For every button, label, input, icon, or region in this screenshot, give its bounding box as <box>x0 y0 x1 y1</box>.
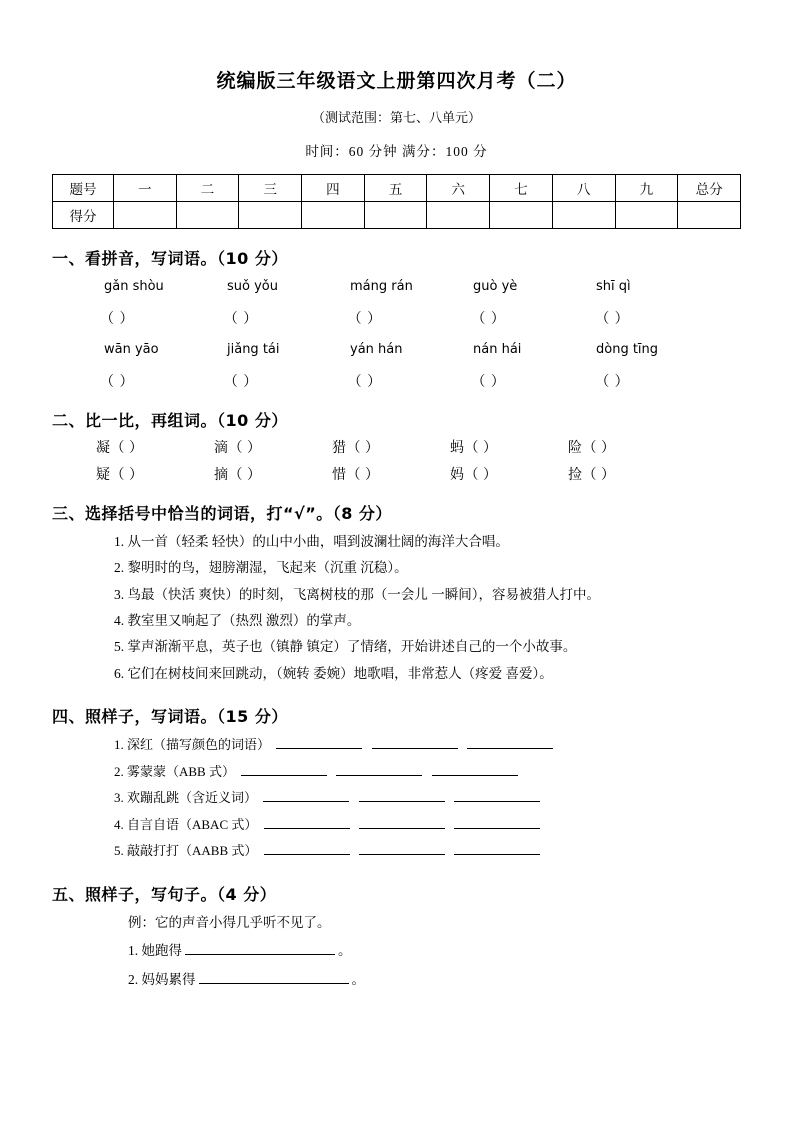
question-item[interactable]: 1. 从一首（轻柔 轻快）的山中小曲，唱到波澜壮阔的海洋大合唱。 <box>114 534 509 549</box>
question-item <box>114 785 741 812</box>
question-label: 5. 敲敲打打（AABB 式） <box>114 843 258 859</box>
answer-paren[interactable]: （ ） <box>223 312 259 327</box>
pinyin-row <box>52 342 741 357</box>
pinyin-item: gǎn shòu <box>104 279 164 294</box>
score-table-col-5: 五 <box>364 175 427 202</box>
score-table-col-1: 一 <box>114 175 177 202</box>
question-item[interactable]: 2. 黎明时的鸟，翅膀潮湿，飞起来（沉重 沉稳）。 <box>114 560 408 576</box>
answer-blank[interactable] <box>467 735 553 749</box>
score-cell[interactable] <box>615 202 678 229</box>
score-table-col-7: 七 <box>490 175 553 202</box>
score-cell[interactable] <box>302 202 365 229</box>
answer-paren[interactable]: （ ） <box>100 375 135 390</box>
question-item <box>114 759 741 786</box>
score-table-col-2: 二 <box>176 175 239 202</box>
answer-paren[interactable]: （ ） <box>595 312 630 327</box>
answer-blank[interactable] <box>432 762 518 776</box>
answer-blank[interactable] <box>185 941 335 955</box>
score-cell[interactable] <box>552 202 615 229</box>
section-2-heading: 二、比一比，再组词。（10 分） <box>52 411 288 430</box>
answer-blank[interactable] <box>276 735 362 749</box>
answer-paren[interactable]: （ ） <box>471 375 506 390</box>
question-label: 1. 深红（描写颜色的词语） <box>114 736 271 752</box>
answer-paren[interactable]: （ ） <box>347 375 383 390</box>
pinyin-item: guò yè <box>473 279 518 294</box>
answer-blank[interactable] <box>454 788 540 802</box>
question-item[interactable]: 6. 它们在树枝间来回跳动，（婉转 委婉）地歌唱，非常惹人（疼爱 喜爱）。 <box>114 665 553 681</box>
section-2-body <box>52 437 741 484</box>
question-item[interactable]: 5. 掌声渐渐平息，英子也（镇静 镇定）了情绪，开始讲述自己的一个小故事。 <box>114 639 577 655</box>
score-cell[interactable] <box>176 202 239 229</box>
section-1-heading: 一、看拼音，写词语。（10 分） <box>52 249 288 268</box>
answer-paren[interactable]: （ ） <box>223 375 259 390</box>
answer-paren[interactable]: （ ） <box>100 312 135 327</box>
table-row <box>53 175 741 202</box>
question-item <box>52 966 741 994</box>
compare-row <box>96 464 741 484</box>
score-table-row-head: 题号 <box>53 175 114 202</box>
score-cell[interactable] <box>239 202 302 229</box>
compare-item[interactable]: 凝（ ） <box>96 441 144 456</box>
question-label: 1. 她跑得 <box>128 943 182 959</box>
pinyin-item: máng rán <box>350 279 413 294</box>
section-4-heading: 四、照样子，写词语。（15 分） <box>52 706 288 726</box>
question-item[interactable]: 4. 教室里又响起了（热烈 激烈）的掌声。 <box>114 612 361 628</box>
score-cell[interactable] <box>427 202 490 229</box>
question-label: 4. 自言自语（ABAC 式） <box>114 816 258 832</box>
score-table-col-9: 九 <box>615 175 678 202</box>
compare-item[interactable]: 险（ ） <box>568 441 616 456</box>
test-scope: （测试范围：第七、八单元） <box>311 110 481 125</box>
score-table-col-6: 六 <box>427 175 490 202</box>
section-4-body <box>52 732 741 865</box>
compare-item[interactable]: 疑（ ） <box>96 468 144 483</box>
answer-paren[interactable]: （ ） <box>471 312 506 327</box>
answer-blank[interactable] <box>359 788 445 802</box>
score-table-col-8: 八 <box>552 175 615 202</box>
answer-blank[interactable] <box>359 841 445 855</box>
sentence-period: 。 <box>351 971 365 987</box>
pinyin-item: dòng tīng <box>596 342 659 357</box>
section-3-heading: 三、选择括号中恰当的词语，打“√”。（8 分） <box>52 504 392 523</box>
answer-blank[interactable] <box>359 815 445 829</box>
score-cell[interactable] <box>490 202 553 229</box>
pinyin-item: shī qì <box>596 279 631 294</box>
compare-item[interactable]: 妈（ ） <box>450 468 498 483</box>
question-label: 2. 雾蒙蒙（ABB 式） <box>114 763 235 779</box>
score-table-col-total: 总分 <box>678 175 741 202</box>
pinyin-item: suǒ yǒu <box>227 279 278 294</box>
compare-item[interactable]: 捡（ ） <box>568 468 616 483</box>
answer-blank[interactable] <box>263 788 349 802</box>
score-cell[interactable] <box>114 202 177 229</box>
answer-blank[interactable] <box>199 970 349 984</box>
question-item <box>114 732 741 759</box>
page-title: 统编版三年级语文上册第四次月考（二） <box>216 70 577 92</box>
compare-row <box>96 437 741 457</box>
compare-item[interactable]: 蚂（ ） <box>450 441 498 456</box>
answer-blank[interactable] <box>264 841 350 855</box>
compare-item[interactable]: 猎（ ） <box>332 441 380 456</box>
score-table-row-score: 得分 <box>53 202 114 229</box>
score-cell[interactable] <box>678 202 741 229</box>
exam-info: 时间：60 分钟 满分：100 分 <box>305 144 488 159</box>
pinyin-item: yán hán <box>350 342 403 357</box>
section-1-body <box>52 279 741 391</box>
compare-item[interactable]: 滴（ ） <box>214 441 262 456</box>
pinyin-item: jiǎng tái <box>227 342 280 357</box>
answer-paren-row <box>52 308 741 328</box>
question-item <box>114 812 741 839</box>
question-label: 2. 妈妈累得 <box>128 971 196 987</box>
score-table-col-4: 四 <box>302 175 365 202</box>
pinyin-row <box>52 279 741 294</box>
answer-blank[interactable] <box>241 762 327 776</box>
answer-blank[interactable] <box>264 815 350 829</box>
question-item <box>114 838 741 865</box>
answer-blank[interactable] <box>336 762 422 776</box>
question-item[interactable]: 3. 鸟最（快活 爽快）的时刻，飞离树枝的那（一会儿 一瞬间），容易被猎人打中。 <box>114 586 600 602</box>
score-table-col-3: 三 <box>239 175 302 202</box>
section-5-heading: 五、照样子，写句子。（4 分） <box>52 885 277 905</box>
section-5-example: 例：它的声音小得几乎听不见了。 <box>128 915 331 931</box>
score-cell[interactable] <box>364 202 427 229</box>
question-label: 3. 欢蹦乱跳（含近义词） <box>114 790 258 806</box>
answer-blank[interactable] <box>454 841 540 855</box>
answer-blank[interactable] <box>454 815 540 829</box>
question-item <box>52 937 741 965</box>
sentence-period: 。 <box>338 943 352 959</box>
answer-paren-row <box>52 371 741 391</box>
section-3-body <box>52 529 741 687</box>
answer-blank[interactable] <box>372 735 458 749</box>
pinyin-item: wān yāo <box>104 342 159 357</box>
table-row <box>53 202 741 229</box>
score-table <box>52 174 741 229</box>
compare-item[interactable]: 摘（ ） <box>214 468 262 483</box>
answer-paren[interactable]: （ ） <box>595 375 630 390</box>
pinyin-item: nán hái <box>473 342 522 357</box>
answer-paren[interactable]: （ ） <box>347 312 383 327</box>
compare-item[interactable]: 惜（ ） <box>332 468 380 483</box>
